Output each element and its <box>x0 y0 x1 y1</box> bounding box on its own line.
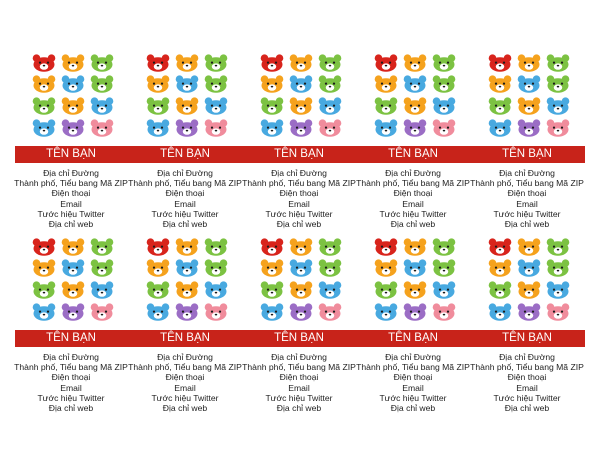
bear-face-icon <box>318 119 342 137</box>
bear-face-icon <box>289 97 313 115</box>
bear-face-icon <box>517 119 541 137</box>
bear-face-icon <box>260 238 284 256</box>
card-web: Địa chỉ web <box>162 218 208 229</box>
bear-face-icon <box>403 54 427 72</box>
card-twitter: Tước hiệu Twitter <box>379 208 447 219</box>
bear-face-icon <box>204 238 228 256</box>
bear-face-icon <box>403 97 427 115</box>
bear-face-icon <box>546 97 570 115</box>
bear-face-icon <box>488 259 512 277</box>
card-name: TÊN BẠN <box>502 148 552 160</box>
bear-face-icon <box>204 281 228 299</box>
card-phone: Điện thoại <box>393 372 433 383</box>
card-address: Địa chỉ Đường <box>499 352 555 362</box>
card-web: Địa chỉ web <box>504 402 550 413</box>
card-email: Email <box>288 382 310 393</box>
bear-face-icon <box>374 75 398 93</box>
card-city: Thành phố, Tiểu bang Mã ZIP <box>128 178 242 189</box>
bear-face-icon <box>488 281 512 299</box>
bear-face-icon <box>488 54 512 72</box>
card-address: Địa chỉ Đường <box>157 168 213 178</box>
card-address: Địa chỉ Đường <box>43 352 99 362</box>
bear-face-icon <box>403 259 427 277</box>
bear-face-icon <box>32 97 56 115</box>
bear-face-icon <box>403 119 427 137</box>
bear-grid <box>14 52 128 136</box>
bear-face-icon <box>403 281 427 299</box>
bear-face-icon <box>204 119 228 137</box>
bear-face-icon <box>488 119 512 137</box>
bear-face-icon <box>90 119 114 137</box>
bear-face-icon <box>175 303 199 321</box>
bear-face-icon <box>260 303 284 321</box>
card-twitter: Tước hiệu Twitter <box>265 208 333 219</box>
bear-face-icon <box>318 259 342 277</box>
bear-face-icon <box>403 303 427 321</box>
card-phone: Điện thoại <box>51 372 91 383</box>
card-web: Địa chỉ web <box>276 402 322 413</box>
bear-face-icon <box>517 75 541 93</box>
bear-face-icon <box>289 281 313 299</box>
bear-grid <box>356 236 470 320</box>
card-contact-info <box>128 168 242 229</box>
card-phone: Điện thoại <box>507 372 547 383</box>
bear-face-icon <box>32 303 56 321</box>
bear-face-icon <box>432 75 456 93</box>
bear-face-icon <box>61 54 85 72</box>
card-city: Thành phố, Tiểu bang Mã ZIP <box>356 178 470 189</box>
bear-face-icon <box>374 119 398 137</box>
card-email: Email <box>288 198 310 209</box>
card-name: TÊN BẠN <box>274 332 324 344</box>
bear-face-icon <box>517 303 541 321</box>
bear-face-icon <box>90 97 114 115</box>
card-twitter: Tước hiệu Twitter <box>37 392 105 403</box>
bear-face-icon <box>546 54 570 72</box>
card-contact-info <box>128 352 242 413</box>
bear-face-icon <box>90 75 114 93</box>
bear-face-icon <box>546 75 570 93</box>
bear-grid <box>128 52 242 136</box>
bear-face-icon <box>260 54 284 72</box>
card-name: TÊN BẠN <box>160 148 210 160</box>
card-city: Thành phố, Tiểu bang Mã ZIP <box>242 362 356 373</box>
bear-face-icon <box>204 97 228 115</box>
bear-grid <box>128 236 242 320</box>
bear-face-icon <box>32 75 56 93</box>
card-phone: Điện thoại <box>279 188 319 199</box>
bear-face-icon <box>546 281 570 299</box>
card-contact-info <box>356 168 470 229</box>
bear-face-icon <box>61 75 85 93</box>
bear-face-icon <box>90 281 114 299</box>
card-email: Email <box>402 198 424 209</box>
card-email: Email <box>60 382 82 393</box>
bear-face-icon <box>318 303 342 321</box>
bear-face-icon <box>146 303 170 321</box>
bear-face-icon <box>432 119 456 137</box>
bear-face-icon <box>517 281 541 299</box>
card-contact-info <box>242 168 356 229</box>
card-contact-info <box>14 352 128 413</box>
bear-face-icon <box>374 238 398 256</box>
bear-face-icon <box>204 303 228 321</box>
bear-face-icon <box>61 238 85 256</box>
bear-face-icon <box>488 97 512 115</box>
card-name: TÊN BẠN <box>160 332 210 344</box>
card-address: Địa chỉ Đường <box>385 168 441 178</box>
bear-face-icon <box>517 97 541 115</box>
bear-face-icon <box>90 238 114 256</box>
card-city: Thành phố, Tiểu bang Mã ZIP <box>14 362 128 373</box>
bear-grid <box>470 236 584 320</box>
bear-face-icon <box>517 238 541 256</box>
bear-face-icon <box>61 281 85 299</box>
bear-face-icon <box>90 259 114 277</box>
bear-face-icon <box>61 259 85 277</box>
bear-face-icon <box>32 281 56 299</box>
bear-face-icon <box>374 97 398 115</box>
bear-face-icon <box>61 97 85 115</box>
bear-face-icon <box>374 303 398 321</box>
bear-face-icon <box>146 238 170 256</box>
card-address: Địa chỉ Đường <box>271 352 327 362</box>
bear-face-icon <box>260 259 284 277</box>
bear-face-icon <box>517 54 541 72</box>
bear-face-icon <box>289 54 313 72</box>
bear-face-icon <box>432 238 456 256</box>
bear-face-icon <box>432 97 456 115</box>
bear-face-icon <box>175 54 199 72</box>
card-address: Địa chỉ Đường <box>43 168 99 178</box>
bear-face-icon <box>289 75 313 93</box>
bear-face-icon <box>260 119 284 137</box>
bear-face-icon <box>61 119 85 137</box>
bear-face-icon <box>175 281 199 299</box>
card-phone: Điện thoại <box>165 372 205 383</box>
bear-face-icon <box>289 259 313 277</box>
bear-grid <box>470 52 584 136</box>
bear-face-icon <box>90 303 114 321</box>
bear-face-icon <box>403 238 427 256</box>
card-email: Email <box>516 382 538 393</box>
card-email: Email <box>516 198 538 209</box>
card-city: Thành phố, Tiểu bang Mã ZIP <box>128 362 242 373</box>
bear-face-icon <box>289 303 313 321</box>
bear-face-icon <box>289 119 313 137</box>
bear-face-icon <box>146 119 170 137</box>
card-city: Thành phố, Tiểu bang Mã ZIP <box>470 178 584 189</box>
card-email: Email <box>174 382 196 393</box>
bear-face-icon <box>146 259 170 277</box>
bear-face-icon <box>32 238 56 256</box>
card-phone: Điện thoại <box>279 372 319 383</box>
bear-face-icon <box>146 54 170 72</box>
bear-face-icon <box>175 259 199 277</box>
card-web: Địa chỉ web <box>390 218 436 229</box>
bear-face-icon <box>318 54 342 72</box>
bear-face-icon <box>175 97 199 115</box>
bear-face-icon <box>318 238 342 256</box>
card-web: Địa chỉ web <box>390 402 436 413</box>
bear-face-icon <box>146 97 170 115</box>
card-name: TÊN BẠN <box>388 332 438 344</box>
bear-face-icon <box>432 281 456 299</box>
bear-face-icon <box>318 97 342 115</box>
card-name: TÊN BẠN <box>274 148 324 160</box>
card-web: Địa chỉ web <box>48 402 94 413</box>
bear-face-icon <box>32 54 56 72</box>
bear-grid <box>242 236 356 320</box>
bear-face-icon <box>546 303 570 321</box>
card-phone: Điện thoại <box>507 188 547 199</box>
card-twitter: Tước hiệu Twitter <box>265 392 333 403</box>
bear-face-icon <box>260 97 284 115</box>
bear-face-icon <box>546 238 570 256</box>
card-address: Địa chỉ Đường <box>271 168 327 178</box>
card-web: Địa chỉ web <box>276 218 322 229</box>
card-twitter: Tước hiệu Twitter <box>493 392 561 403</box>
bear-face-icon <box>517 259 541 277</box>
card-contact-info <box>242 352 356 413</box>
bear-grid <box>242 52 356 136</box>
bear-face-icon <box>374 54 398 72</box>
bear-face-icon <box>175 119 199 137</box>
bear-face-icon <box>175 75 199 93</box>
bear-face-icon <box>488 75 512 93</box>
card-city: Thành phố, Tiểu bang Mã ZIP <box>14 178 128 189</box>
card-phone: Điện thoại <box>51 188 91 199</box>
bear-face-icon <box>146 281 170 299</box>
bear-face-icon <box>488 303 512 321</box>
bear-face-icon <box>260 75 284 93</box>
card-contact-info <box>14 168 128 229</box>
bear-face-icon <box>204 54 228 72</box>
bear-face-icon <box>374 281 398 299</box>
bear-face-icon <box>488 238 512 256</box>
card-contact-info <box>470 352 584 413</box>
bear-face-icon <box>260 281 284 299</box>
card-web: Địa chỉ web <box>162 402 208 413</box>
bear-face-icon <box>403 75 427 93</box>
card-contact-info <box>356 352 470 413</box>
bear-grid <box>356 52 470 136</box>
bear-face-icon <box>432 259 456 277</box>
card-phone: Điện thoại <box>393 188 433 199</box>
bear-face-icon <box>204 75 228 93</box>
bear-face-icon <box>374 259 398 277</box>
bear-face-icon <box>432 303 456 321</box>
card-address: Địa chỉ Đường <box>157 352 213 362</box>
bear-face-icon <box>32 259 56 277</box>
card-email: Email <box>402 382 424 393</box>
bear-face-icon <box>146 75 170 93</box>
bear-face-icon <box>432 54 456 72</box>
bear-face-icon <box>546 259 570 277</box>
bear-face-icon <box>204 259 228 277</box>
bear-face-icon <box>318 281 342 299</box>
bear-face-icon <box>175 238 199 256</box>
bear-face-icon <box>90 54 114 72</box>
card-email: Email <box>174 198 196 209</box>
card-name: TÊN BẠN <box>46 332 96 344</box>
bear-face-icon <box>289 238 313 256</box>
card-contact-info <box>470 168 584 229</box>
card-twitter: Tước hiệu Twitter <box>151 392 219 403</box>
card-city: Thành phố, Tiểu bang Mã ZIP <box>242 178 356 189</box>
card-web: Địa chỉ web <box>48 218 94 229</box>
card-twitter: Tước hiệu Twitter <box>493 208 561 219</box>
card-phone: Điện thoại <box>165 188 205 199</box>
card-twitter: Tước hiệu Twitter <box>151 208 219 219</box>
bear-face-icon <box>546 119 570 137</box>
card-address: Địa chỉ Đường <box>385 352 441 362</box>
card-name: TÊN BẠN <box>388 148 438 160</box>
bear-face-icon <box>61 303 85 321</box>
bear-grid <box>14 236 128 320</box>
card-email: Email <box>60 198 82 209</box>
bear-face-icon <box>318 75 342 93</box>
card-city: Thành phố, Tiểu bang Mã ZIP <box>470 362 584 373</box>
card-name: TÊN BẠN <box>502 332 552 344</box>
card-twitter: Tước hiệu Twitter <box>379 392 447 403</box>
bear-face-icon <box>32 119 56 137</box>
card-web: Địa chỉ web <box>504 218 550 229</box>
card-city: Thành phố, Tiểu bang Mã ZIP <box>356 362 470 373</box>
card-address: Địa chỉ Đường <box>499 168 555 178</box>
card-name: TÊN BẠN <box>46 148 96 160</box>
card-twitter: Tước hiệu Twitter <box>37 208 105 219</box>
